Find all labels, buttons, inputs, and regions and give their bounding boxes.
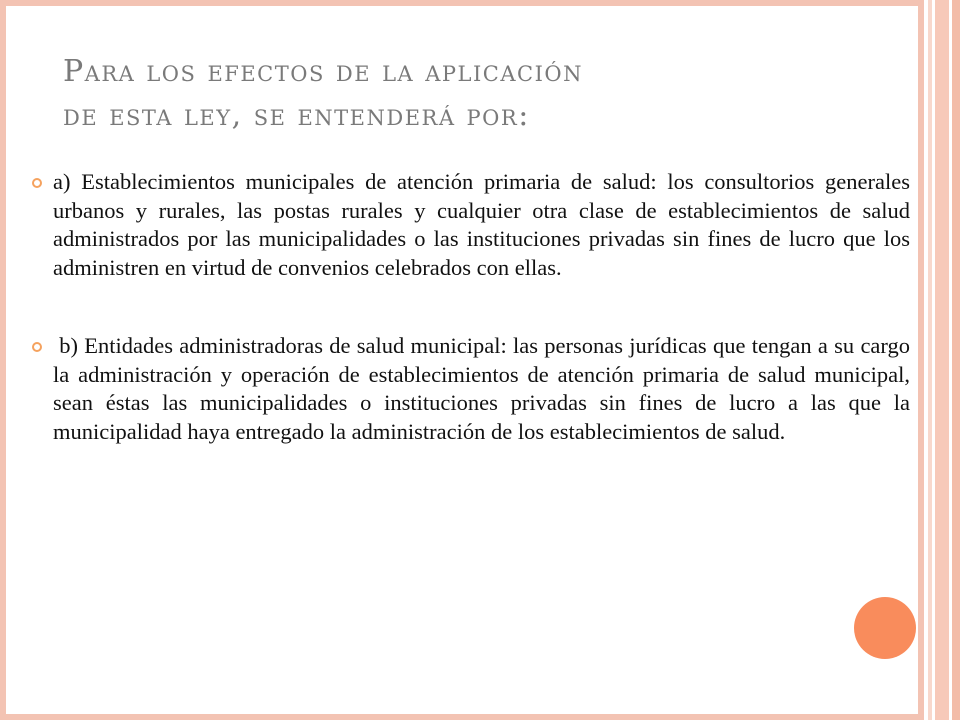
bullet-text: a) Establecimientos municipales de atención primaria de salud: los consultorios generales urbanos y rurales, las postas rurales y cualquier otra clase de establecimientos de salud administrados por las municipalidades o las instituciones privadas sin fines de lucro que los administren en virtud de convenios celebrados con ellas. (53, 169, 910, 280)
slide-border-bottom (0, 714, 922, 720)
bullet-text: b) Entidades administradoras de salud municipal: las personas jurídicas que tengan a su cargo la administración y operación de establecimientos de atención primaria de salud municipal, sean éstas las municipalidades o instituciones privadas sin fines de lucro a las que la municipalidad haya entregado la administración de los establecimientos de salud. (53, 333, 916, 444)
decorative-circle (854, 597, 916, 659)
slide-border-left (0, 0, 6, 720)
slide-title (63, 50, 863, 138)
slide-border-top (0, 0, 922, 6)
bullet-ring-icon (32, 178, 42, 188)
decorative-stripe (935, 0, 949, 720)
bullet-item-a (30, 168, 910, 282)
bullet-ring-icon (32, 342, 42, 352)
bullet-list (30, 168, 916, 446)
title-line-2: de esta ley, se entenderá por: (63, 98, 530, 133)
title-line-1: Para los efectos de la aplicación (63, 54, 583, 89)
decorative-stripe (952, 0, 960, 720)
bullet-item-b (30, 332, 916, 446)
